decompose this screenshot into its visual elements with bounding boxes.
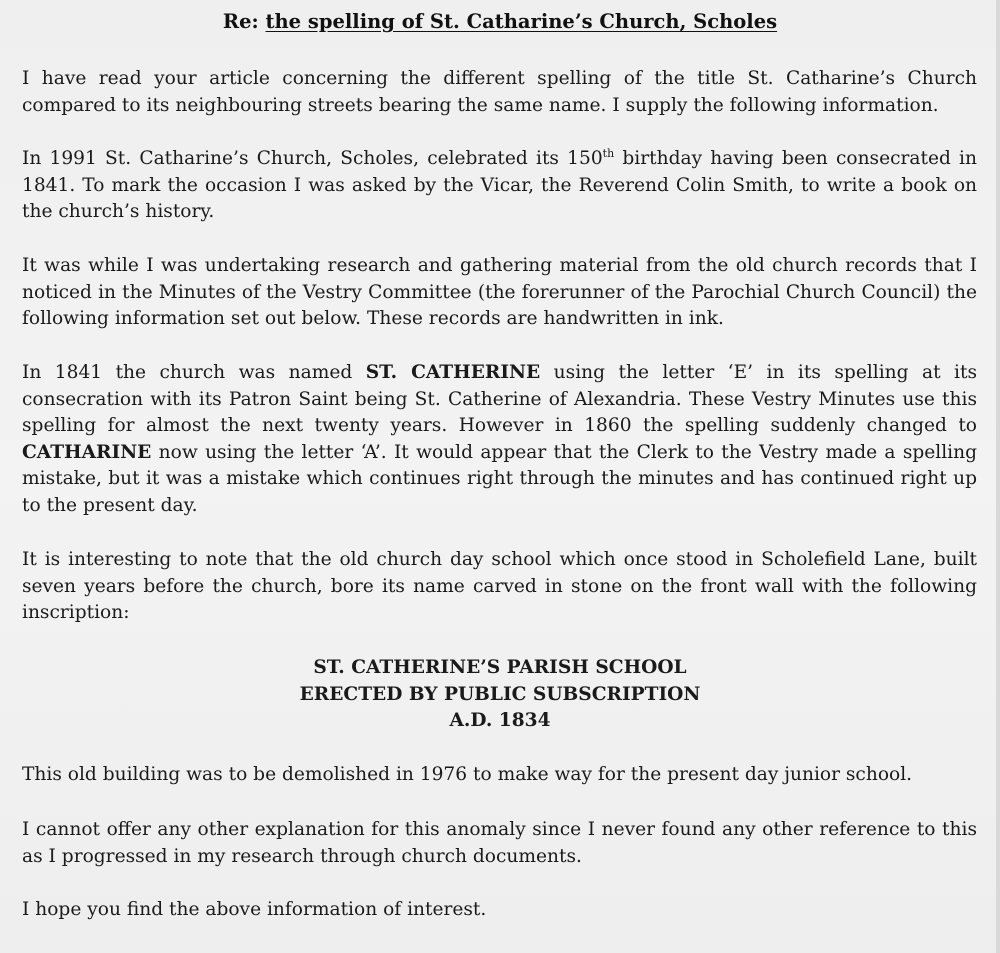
paragraph-research: It was while I was undertaking research and gathering material from the old church records that I noticed in the Minutes of the Vestry Committee (the forerunner of the Parochial Church Council) the following information set out below. These records are handwritten in ink. [22,255,977,329]
school-inscription [0,655,1000,735]
paragraph-demolition: This old building was to be demolished in 1976 to make way for the present day junior school. [22,764,913,785]
inscription-line-3: A.D. 1834 [449,710,551,731]
paragraph-spelling-history [22,360,977,519]
spelling-catharine: CATHARINE [22,441,152,463]
heading-subject: the spelling of St. Catharine’s Church, Scholes [265,10,778,33]
spelling-history-text-b: using the letter ‘E’ in its spelling at its consecration with its Patron Saint being St. Catherine of Alexandria. These Vestry Minutes use this spelling for almost the next twenty years. However in 1860 the spelling suddenly changed to [22,362,977,436]
heading-prefix: Re: [222,10,266,33]
letter-heading [0,10,1000,34]
paragraph-anniversary-text-b: birthday having been consecrated in 1841. To mark the occasion I was asked by the Vicar, the Reverend Colin Smith, to write a book on the church’s history. [22,148,977,222]
spelling-history-text-a: In 1841 the church was named [22,362,366,383]
paragraph-day-school: It is interesting to note that the old church day school which once stood in Scholefield Lane, built seven years before the church, bore its name carved in stone on the front wall with the following inscription: [22,549,977,623]
page-edge-shadow [996,0,1000,953]
spelling-catherine: ST. CATHERINE [365,362,541,383]
paragraph-anniversary-text-a: In 1991 St. Catharine’s Church, Scholes, celebrated its 150 [22,148,603,169]
inscription-line-2: ERECTED BY PUBLIC SUBSCRIPTION [299,683,701,705]
paragraph-intro: I have read your article concerning the different spelling of the title St. Catharine’s Church compared to its neighbouring streets bearing the same name. I supply the following information. [22,68,977,116]
paragraph-anniversary [22,146,977,226]
paragraph-anomaly: I cannot offer any other explanation for this anomaly since I never found any other reference to this as I progressed in my research through church documents. [22,819,977,867]
inscription-line-1: ST. CATHERINE’S PARISH SCHOOL [313,657,687,678]
paragraph-closing: I hope you find the above information of interest. [22,899,487,920]
spelling-history-text-c: now using the letter ‘A’. It would appear that the Clerk to the Vestry made a spelling mistake, but it was a mistake which continues right through the minutes and has continued right up to the present day. [22,441,977,516]
ordinal-suffix: th [602,146,615,160]
